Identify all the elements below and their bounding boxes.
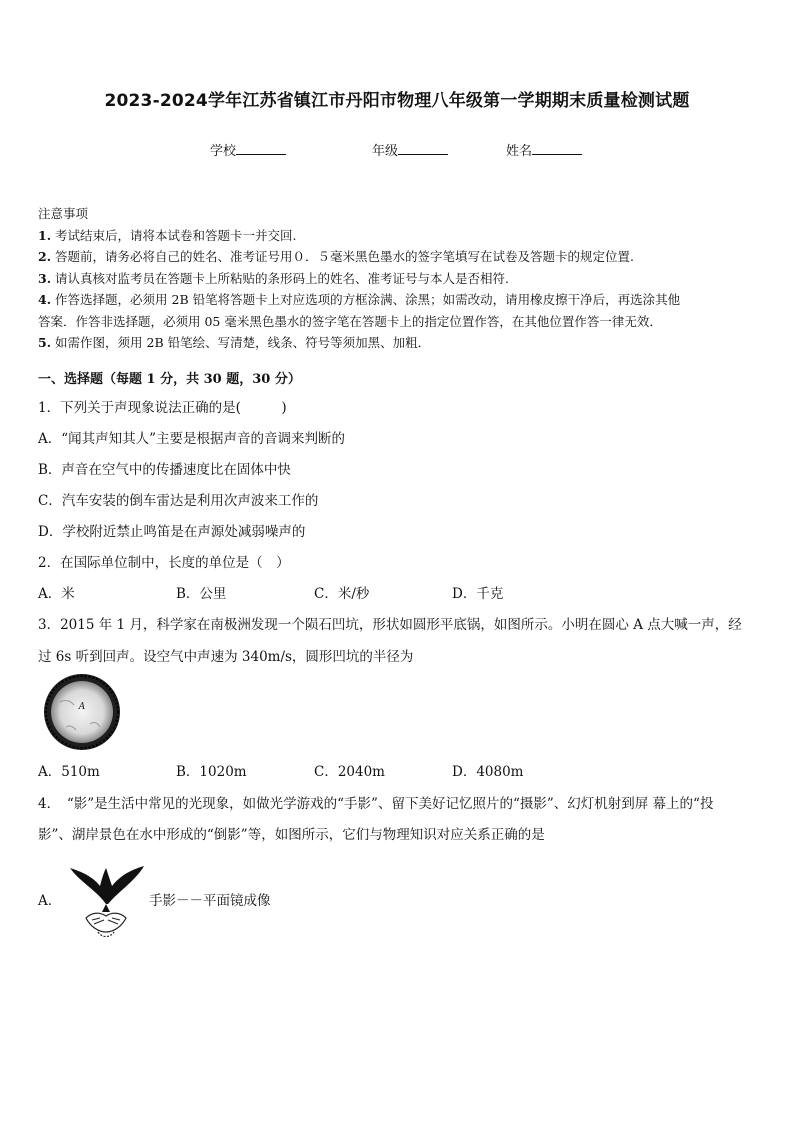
notes-item [38,289,758,311]
notes-item [38,225,758,247]
crater-center-label: A [78,702,86,712]
question-3-stem-line1: 3．2015 年 1 月，科学家在南极洲发现一个陨石凹坑，形状如圆形平底锅，如图所示。小明在圆心 A 点大喊一声，经 [38,617,742,633]
question-1-option-b[interactable]: B．声音在空气中的传播速度比在固体中快 [38,462,291,478]
notes-item [38,332,758,354]
notes-item-num: 3. [38,270,52,286]
hands-icon [86,913,126,936]
notes-item-text: 答案．作答非选择题，必须用 05 毫米黑色墨水的签字笔在答题卡上的指定位置作答，在其他位置作答一律无效． [38,313,662,329]
question-2-option-d[interactable]: D．千克 [452,586,504,602]
school-label: 学校 [210,144,237,159]
question-3-option-b[interactable]: B．1020m [176,764,247,780]
crater-figure [38,672,128,752]
hand-shadow-figure [66,862,146,942]
notes-item-text: 考试结束后，请将本试卷和答题卡一并交回. [55,227,297,243]
name-blank[interactable] [532,142,582,155]
crater-floor [51,681,113,743]
bird-shadow-icon [70,866,144,912]
notes-item-text: 如需作图，须用 2B 铅笔绘、写清楚，线条、符号等须加黑、加粗． [55,335,431,350]
question-3-option-a[interactable]: A．510m [38,764,100,780]
grade-field [372,140,448,159]
notes-item-num: 5. [38,335,52,350]
question-4-stem-line2: 影”、湖岸景色在水中形成的“倒影”等，如图所示，它们与物理知识对应关系正确的是 [38,827,545,843]
notes-item [38,246,758,268]
question-2-option-a[interactable]: A．米 [38,586,75,602]
notes-item-num: 4. [38,292,52,307]
question-3-option-c[interactable]: C．2040m [314,764,385,780]
question-1-stem: 1．下列关于声现象说法正确的是( ) [38,400,287,416]
notes-heading: 注意事项 [38,206,89,221]
question-1-option-d[interactable]: D．学校附近禁止鸣笛是在声源处减弱噪声的 [38,524,306,540]
question-1-option-c[interactable]: C．汽车安装的倒车雷达是利用次声波来工作的 [38,493,319,509]
school-blank[interactable] [236,142,286,155]
question-4-option-a-text[interactable]: 手影－－平面镜成像 [149,893,271,909]
notes-item-continued [38,311,758,333]
question-1-option-a[interactable]: A．“闻其声知其人”主要是根据声音的音调来判断的 [38,431,346,447]
question-3-option-d[interactable]: D．4080m [452,764,524,780]
student-info-row [0,140,794,160]
name-field [506,140,582,159]
question-2-stem: 2．在国际单位制中，长度的单位是（ ） [38,555,290,571]
question-2-option-b[interactable]: B．公里 [176,586,227,602]
question-2-option-c[interactable]: C．米/秒 [314,586,370,602]
grade-blank[interactable] [398,142,448,155]
notes-item-text: 答题前，请务必将自己的姓名、准考证号用０．５毫米黑色墨水的签字笔填写在试卷及答题卡的规定位置. [55,249,635,264]
school-field [210,140,286,159]
notes-item-num: 2. [38,249,52,264]
name-label: 姓名 [506,144,533,159]
notes-item-text: 请认真核对监考员在答题卡上所粘贴的条形码上的姓名、准考证号与本人是否相符. [55,270,510,286]
question-3-stem-line2: 过 6s 听到回声。设空气中声速为 340m/s，圆形凹坑的半径为 [38,649,414,665]
notes-block [38,203,758,354]
question-4-stem-line1: 4． “影”是生活中常见的光现象，如做光学游戏的“手影”、留下美好记忆照片的“摄影”、幻灯机射到屏 幕上的“投 [38,796,714,812]
grade-label: 年级 [372,144,399,159]
notes-item [38,268,758,290]
notes-item-text: 作答选择题，必须用 2B 铅笔将答题卡上对应选项的方框涂满、涂黑；如需改动，请用橡皮擦干净后，再选涂其他 [55,292,681,307]
page-title: 2023-2024学年江苏省镇江市丹阳市物理八年级第一学期期末质量检测试题 [104,91,690,111]
section-title: 一、选择题（每题 1 分，共 30 题，30 分） [38,372,301,387]
notes-item-num: 1. [38,227,52,243]
question-4-option-a-letter[interactable]: A． [38,893,62,909]
